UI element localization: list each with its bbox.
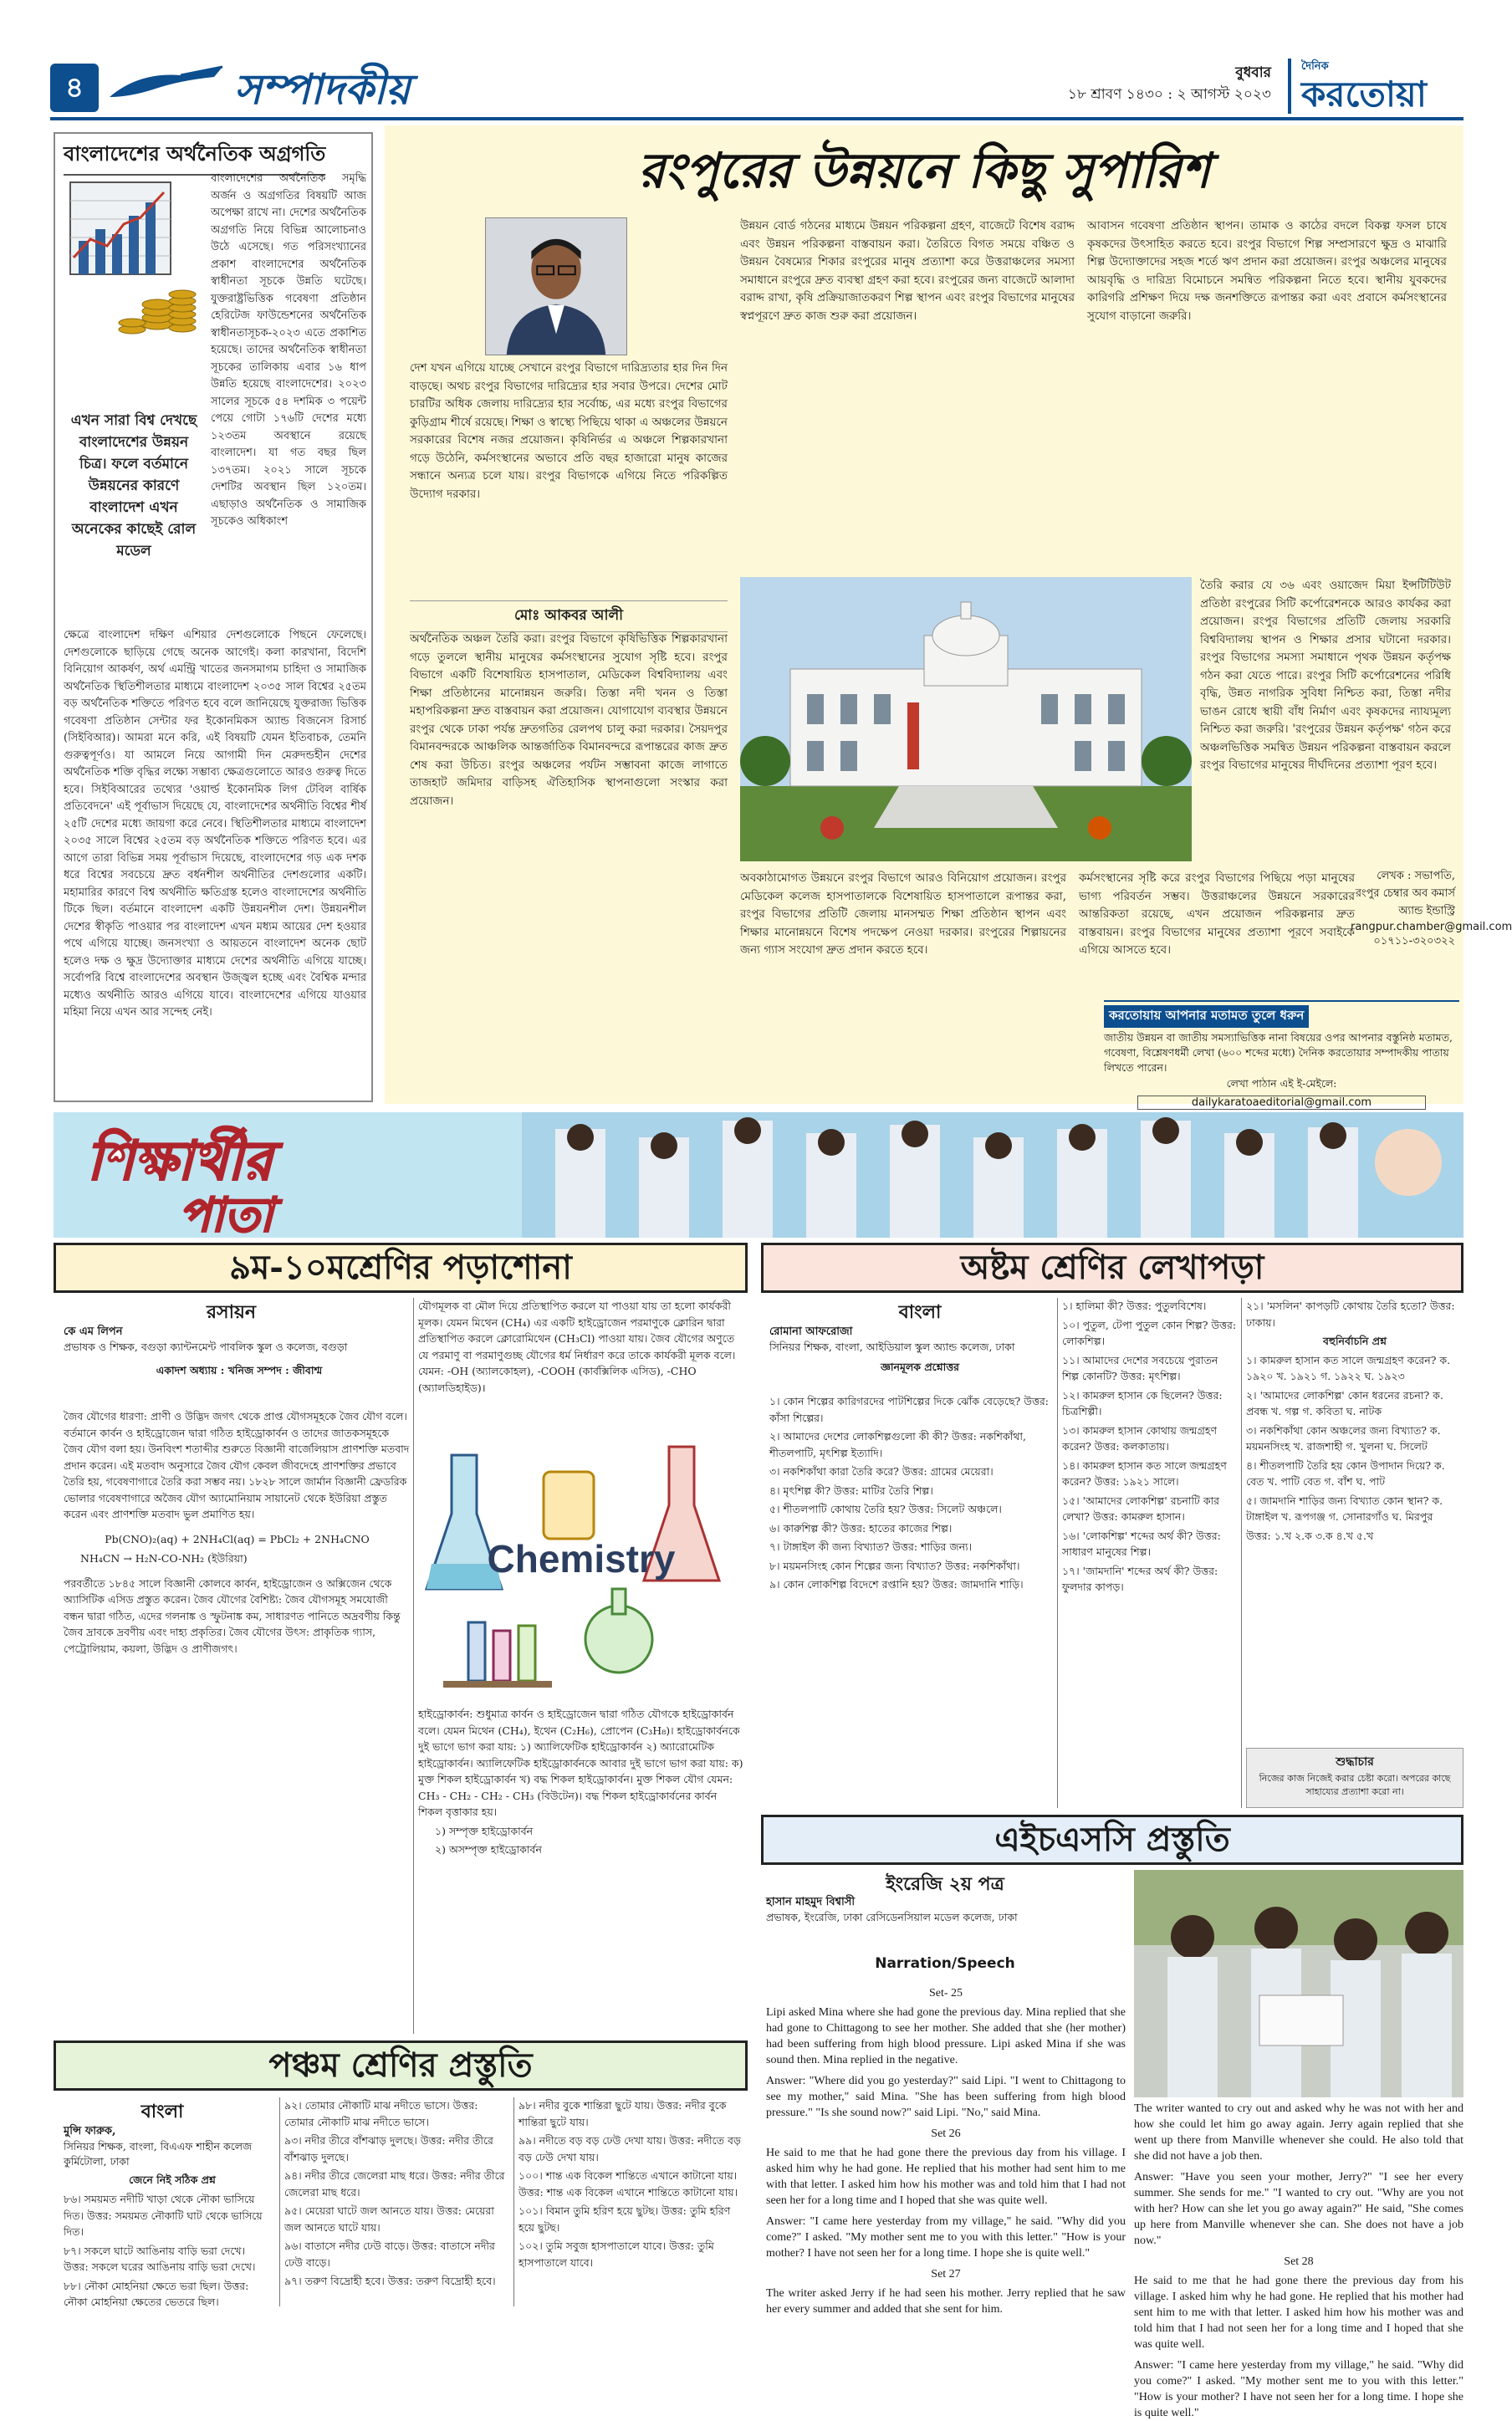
education-banner xyxy=(54,1112,1463,1243)
chemistry-paragraph-1: জৈব যৌগের ধারণা: প্রাণী ও উদ্ভিদ জগৎ থেকে প্রাপ্ত যৌগসমূহকে জৈব যৌগ বলে। বর্তমানে কার্বন ও হাইড্রোজেন দ্বারা গঠিত হাইড্রোকার্বন ও তাদের জাতকসমূহকে জৈব যৌগ বলা হয়। উনবিংশ শতাব্দীর শুরুতে বিজ্ঞানী বার্জেলিয়াস প্রাণশক্তি মতবাদ প্রদান করেন। এই মতবাদ অনুসারে জৈব যৌগ কেবল জীবদেহে প্রাণশক্তির প্রভাবে তৈরি হয়, গবেষণাগারে তৈরি করা সম্ভব নয়। ১৮২৮ সালে জার্মান বিজ্ঞানী ফ্রেডরিক ভোলার গবেষণাগারে অজৈব যৌগ অ্যামোনিয়াম সায়ানেট থেকে ইউরিয়া প্রস্তুত করেন এবং প্রাণশক্তি মতবাদ ভুল প্রমাণিত হয়। xyxy=(64,1410,410,1520)
column-divider xyxy=(513,2097,514,2306)
hsc-author-info: প্রভাষক, ইংরেজি, ঢাকা রেসিডেনসিয়াল মডেল কলেজ, ঢাকা xyxy=(766,1911,1018,1923)
list-item: ২। আমাদের দেশের লোকশিল্পগুলো কী কী? উত্তর: নকশিকাঁথা, শীতলপাটি, মৃৎশিল্প ইত্যাদি। xyxy=(769,1430,1027,1459)
column-divider xyxy=(413,1298,414,2034)
hsc-subject: ইংরেজি ২য় পত্র xyxy=(886,1873,1004,1895)
section-hsc: এইচএসসি প্রস্তুতি xyxy=(761,1815,1463,1865)
tajhat-palace-photo xyxy=(740,577,1192,861)
list-item: ৪। মৃৎশিল্প কী? উত্তর: মাটির তৈরি শিল্প। xyxy=(769,1484,933,1497)
hsc-topic-title: Narration/Speech xyxy=(875,1955,1015,1972)
class-5-author-name: মুন্সি ফারুক, xyxy=(64,2125,116,2138)
main-headline: রংপুরের উন্নয়নে কিছু সুপারিশ xyxy=(638,142,1210,199)
list-item: ৯৮। নদীর বুকে শান্তিরা ছুটে যায়। উত্তর: নদীর বুকে শান্তিরা ছুটে যায়। xyxy=(518,2099,727,2128)
section-title: সম্পাদকীয় xyxy=(234,64,411,114)
list-item: ৮৬। সময়মত নদীটি খাড়া থেকে নৌকা ভাসিয়ে দিত। উত্তর: সময়মত নৌকাটি ঘাট থেকে ভাসিয়ে দিত। xyxy=(64,2193,263,2238)
chemistry-illustration-word: Chemistry xyxy=(487,1537,676,1581)
main-text-col-4: তৈরি করার যে ৩৬ এবং ওয়াজেদ মিয়া ইন্সটিটিউট প্রতিষ্ঠা রংপুরের সিটি কর্পোরেশনকে আরও কার্যকর করা প্রয়োজন। রংপুর বিভাগের প্রতিটি জেলায় সরকারি বিশ্ববিদ্যালয় স্থাপন ও শিক্ষার প্রসার ঘটানো দরকার। রংপুর বিভাগের সমস্যা সমাধানে পৃথক উন্নয়ন কর্তৃপক্ষ গঠন করা যেতে পারে। রংপুর সিটি কর্পোরেশনের পরিধি বৃদ্ধি, উন্নত নাগরিক সুবিধা নিশ্চিত করা, তিস্তা নদীর ভাঙন রোধে স্থায়ী বাঁধ নির্মাণ এবং কৃষকদের ন্যায্যমূল্য নিশ্চিত করা জরুরি। 'রংপুরের উন্নয়ন কর্তৃপক্ষ' গঠন করে অঞ্চলভিত্তিক সমন্বিত উন্নয়ন পরিকল্পনা বাস্তবায়ন করলে রংপুর বিভাগের মানুষের দীর্ঘদিনের প্রত্যাশা পূরণ হবে। xyxy=(1200,579,1451,772)
byline: মোঃ আকবর আলী xyxy=(410,600,728,632)
chemistry-text-col-2b xyxy=(418,1706,744,2032)
students-photo xyxy=(1134,1870,1463,2097)
list-item: ১৭। 'জামদানি' শব্দের অর্থ কী? উত্তর: ফুলদার কাপড়। xyxy=(1062,1564,1218,1593)
hsc-text-col-1 xyxy=(766,1982,1126,2316)
paper-daily-label: দৈনিক xyxy=(1301,60,1329,73)
pen-icon xyxy=(105,64,231,104)
good-conduct-box xyxy=(1246,1748,1463,1808)
chemistry-author-info: প্রভাষক ও শিক্ষক, বগুড়া ক্যান্টনমেন্ট পাবলিক স্কুল ও কলেজ, বগুড়া xyxy=(64,1341,348,1353)
opinion-title: করতোয়ায় আপনার মতামত তুলে ধরুন xyxy=(1104,1005,1309,1028)
list-item: ৯৭। তরুণ বিদ্রোহী হবে। উত্তর: তরুণ বিদ্রোহী হবে। xyxy=(284,2275,496,2287)
chemistry-equation-1: Pb(CNO)₂(aq) + 2NH₄Cl(aq) = PbCl₂ + 2NH₄CNO xyxy=(105,1532,370,1545)
author-email[interactable]: rangpur.chamber@gmail.com xyxy=(1351,921,1512,933)
list-item: ১। হালিমা কী? উত্তর: পুতুলবিশেষ। xyxy=(1062,1300,1207,1312)
opinion-send-label: লেখা পাঠান এই ই-মেইলে: xyxy=(1226,1077,1337,1090)
chemistry-text-col-1 xyxy=(64,1408,411,2035)
list-item: ৯৯। নদীতে বড় বড় ঢেউ দেখা যায়। উত্তর: নদীতে বড় বড় ঢেউ দেখা যায়। xyxy=(518,2134,741,2163)
chemistry-list-1: ১) সম্পৃক্ত হাইড্রোকার্বন xyxy=(435,1824,534,1837)
education-title-line-1: শিক্ষার্থীর xyxy=(87,1130,273,1193)
paragraph: The writer wanted to cry out and asked why he was not with her and how she could let him go away again. Jerry again replied that she went up there from Manville whenever she could. He also told that she did not have a job then. xyxy=(1134,2102,1463,2163)
list-item: ৯২। তোমার নৌকাটি মাঝ নদীতে ভাসে। উত্তর: তোমার নৌকাটি মাঝ নদীতে ভাসে। xyxy=(284,2099,478,2128)
answer: Answer: "Where did you go yesterday?" said Lipi. "I went to Chittagong to see my mother," said Mina. "She has been suffering from high blood pressure." "Is she sound now?" said Lipi. "No," said Mina. xyxy=(766,2075,1126,2119)
issue-date: ১৮ শ্রাবণ ১৪৩০ : ২ আগস্ট ২০২৩ xyxy=(1067,86,1271,103)
editorial-title: বাংলাদেশের অর্থনৈতিক অগ্রগতি xyxy=(64,139,325,176)
opinion-email[interactable]: dailykaratoaeditorial@gmail.com xyxy=(1137,1096,1426,1110)
main-text-col-2: উন্নয়ন বোর্ড গঠনের মাধ্যমে উন্নয়ন পরিকল্পনা গ্রহণ, বাজেটে বিশেষ বরাদ্দ এবং উন্নয়ন পরিকল্পনা বাস্তবায়ন করা। তৈরিতে বিগত সময়ে বঞ্চিত ও উন্নয়ন বৈষম্যের শিকার রংপুরের মানুষ প্রত্যাশা করে উত্তরাঞ্চলের সমস্যা সমাধানে রংপুরে দ্রুত ব্যবস্থা গ্রহণ করা হবে। রংপুরের জন্য বাজেটে আলাদা বরাদ্দ রাখা, কৃষি প্রক্রিয়াজাতকরণ শিল্প স্থাপন এবং রংপুর বিভাগের মানুষের স্বপ্নপূরণে দ্রুত কাজ শুরু করা প্রয়োজন। xyxy=(740,219,1075,323)
chemistry-illustration xyxy=(418,1422,744,1698)
issue-day: বুধবার xyxy=(1235,64,1271,81)
list-item: ৯৪। নদীর তীরে জেলেরা মাছ ধরে। উত্তর: নদীর তীরে জেলেরা মাছ ধরে। xyxy=(284,2169,505,2199)
main-text-col-1: দেশ যখন এগিয়ে যাচ্ছে সেখানে রংপুর বিভাগে দারিদ্র্যতার হার দিন দিন বাড়ছে। অথচ রংপুর বিভাগের দারিদ্র্যের হার সবার উপরে। দেশের মোট চারটির অধিক জেলায় দারিদ্র্যের হার সর্বোচ্চ, এর মধ্যে রংপুর বিভাগের কুড়িগ্রাম শীর্ষে রয়েছে। শিক্ষা ও স্বাস্থ্যে পিছিয়ে থাকা এ অঞ্চলের উন্নয়নে সরকারের বিশেষ নজর প্রয়োজন। কৃষিনির্ভর এ অঞ্চলে শিল্পকারখানা গড়ে উঠেনি, কর্মসংস্থানের অভাবে প্রতি বছর হাজারো মানুষ কাজের সন্ধানে অন্যত্র চলে যায়। রংপুর বিভাগকে এগিয়ে নিতে পরিকল্পিত উদ্যোগ দরকার। xyxy=(410,361,728,501)
chemistry-chapter: একাদশ অধ্যায় : খনিজ সম্পদ : জীবাশ্ম xyxy=(156,1364,323,1376)
column-divider xyxy=(1057,1298,1058,1808)
chemistry-paragraph-2: পরবর্তীতে ১৮৪৫ সালে বিজ্ঞানী কোলবে কার্বন, হাইড্রোজেন ও অক্সিজেন থেকে অ্যাসিটিক এসিড প্রস্তুত করেন। জৈব যৌগের বৈশিষ্ট্য: জৈব যৌগসমূহ সমযোজী বন্ধন দ্বারা গঠিত, এদের গলনাঙ্ক ও স্ফুটনাঙ্ক কম, সাধারণত পানিতে অদ্রবণীয় কিন্তু জৈব দ্রাবকে দ্রবণীয় এবং দাহ্য প্রকৃতির। জৈব যৌগের উৎস: প্রাকৃতিক গ্যাস, পেট্রোলিয়াম, কয়লা, উদ্ভিদ ও প্রাণীজগৎ। xyxy=(64,1576,401,1655)
paragraph: He said to me that he had gone there the previous day from his village. I asked him why he had gone. He replied that his mother had sent him to me with that letter. I asked him how his mother was and told him that I had not seen her for a long time and I hoped that she was quite well. xyxy=(766,2147,1126,2207)
list-item: ১৫। 'আমাদের লোকশিল্প' রচনাটি কার লেখা? উত্তর: কামরুল হাসান। xyxy=(1062,1494,1220,1523)
set-label: Set 28 xyxy=(1284,2255,1314,2268)
main-text-col-3b: কর্মসংস্থানের সৃষ্টি করে রংপুর বিভাগের পিছিয়ে পড়া মানুষের ভাগ্য পরিবর্তন সম্ভব। উত্তরাঞ্চলের উন্নয়নে সরকারের আন্তরিকতা রয়েছে, এখন প্রয়োজন পরিকল্পনার দ্রুত বাস্তবায়ন। রংপুর বিভাগের মানুষের প্রত্যাশা পূরণে সবাইকে এগিয়ে আসতে হবে। xyxy=(1079,871,1355,957)
column-divider xyxy=(279,2097,280,2306)
class-5-questions-col-1 xyxy=(64,2191,273,2308)
answer: Answer: "I came here yesterday from my village," he said. "Why did you come?" I asked. "My mother sent me to you with this letter." "How is your mother? I have not seen her for a long time. I hope she is quite well." xyxy=(766,2215,1126,2260)
section-class-8: অষ্টম শ্রেণির লেখাপড়া xyxy=(761,1243,1463,1293)
mcq-heading: বহুনির্বাচনি প্রশ্ন xyxy=(1323,1335,1387,1347)
list-item: ১৪। কামরুল হাসান কত সালে জন্মগ্রহণ করেন? উত্তর: ১৯২১ সালে। xyxy=(1062,1458,1227,1488)
education-title-line-2: পাতা xyxy=(179,1188,273,1243)
list-item: ১০২। তুমি সবুজ হাসপাতালে যাবে। উত্তর: তুমি হাসপাতালে যাবে। xyxy=(518,2240,714,2269)
chemistry-author-name: কে এম লিপন xyxy=(64,1325,123,1338)
answer: Answer: "I came here yesterday from my village," he said. "Why did you come?" I asked. "My mother sent me to you with this letter." "How is your mother? I have not seen her for a long time. I hope she is quite well." xyxy=(1134,2359,1463,2419)
good-conduct-text: নিজের কাজ নিজেই করার চেষ্টা করো। অপরের কাছে সাহায্যের প্রত্যাশা করো না। xyxy=(1259,1773,1451,1797)
opinion-callout xyxy=(1104,1000,1459,1109)
class-8-author xyxy=(769,1325,1070,1375)
class-5-questions-col-2 xyxy=(284,2097,510,2308)
list-item: ৯৫। মেয়েরা ঘাটে জল আনতে যায়। উত্তর: মেয়েরা জল আনতে ঘাটে যায়। xyxy=(284,2204,494,2234)
paragraph: The writer asked Jerry if he had seen his mother. Jerry replied that he saw her every summer and added that she sent for him. xyxy=(766,2287,1126,2316)
class-5-questions-col-3 xyxy=(518,2097,744,2308)
list-item: ১৬। 'লোকশিল্প' শব্দের অর্থ কী? উত্তর: সাধারণ মানুষের শিল্প। xyxy=(1062,1529,1221,1558)
paragraph: Lipi asked Mina where she had gone the previous day. Mina replied that she had gone to Chittagong to see her mother. She added that she (her mother) had been suffering from high blood pressure. Lipi asked Mina if she was sound then. Mina replied in the negative. xyxy=(766,2006,1126,2066)
author-label: লেখক : সভাপতি, রংপুর চেম্বার অব কমার্স অ্যান্ড ইন্ডাস্ট্রি xyxy=(1355,870,1455,917)
editorial-pull-quote: এখন সারা বিশ্ব দেখছে বাংলাদেশের উন্নয়ন চিত্র। ফলে বর্তমানে উন্নয়নের কারণে বাংলাদেশ এখন অনেকের কাছেই রোল মডেল xyxy=(70,412,197,559)
list-item: ৪। শীতলপাটি তৈরি হয় কোন উপাদান দিয়ে? ক. বেত খ. পাটি বেত গ. বাঁশ ঘ. পাট xyxy=(1246,1458,1445,1488)
author-photo xyxy=(485,217,627,355)
set-label: Set 27 xyxy=(931,2268,961,2281)
list-item: ৬। কারুশিল্প কী? উত্তর: হাতের কাজের শিল্প। xyxy=(769,1521,953,1535)
list-item: ২। 'আমাদের লোকশিল্প' কোন ধরনের রচনা? ক. প্রবন্ধ খ. গল্প গ. কবিতা ঘ. নাটক xyxy=(1246,1388,1443,1417)
chemistry-author xyxy=(64,1325,415,1378)
list-item: ৭। টাঙ্গাইল কী জন্য বিখ্যাত? উত্তর: শাড়ির জন্য। xyxy=(769,1540,973,1553)
list-item: ৮৭। সকলে ঘাটে আঙিনায় বাড়ি ভরা দেখে। উত্তর: সকলে ঘরের আঙিনায় বাড়ি ভরা দেখে। xyxy=(64,2244,256,2273)
chemistry-text-col-2: যৌগমূলক বা মৌল দিয়ে প্রতিস্থাপিত করলে যা পাওয়া যায় তা হলো কার্যকরী মূলক। যেমন মিথেন (CH₄) এর একটি হাইড্রোজেন পরমাণুকে ক্লোরিন দ্বারা প্রতিস্থাপিত করলে ক্লোরোমিথেন (CH₃Cl) পাওয়া যায়। জৈব যৌগের অণুতে যে পরমাণু বা পরমাণুগুচ্ছ যৌগের ধর্ম নির্ধারণ করে তাকে কার্যকরী মূলক বলে। যেমন: -OH (অ্যালকোহল), -COOH (কার্বক্সিলিক এসিড), -CHO (অ্যালডিহাইড)। xyxy=(418,1300,736,1394)
chemistry-list-2: ২) অসম্পৃক্ত হাইড্রোকার্বন xyxy=(435,1843,542,1856)
editorial-text-a: বাংলাদেশের অর্থনৈতিক সমৃদ্ধি অর্জন ও অগ্রগতির বিষয়টি আজ অপেক্ষা রাখে না। দেশের অর্থনৈতিক অগ্রগতি নিয়ে বিভিন্ন আলোচনাও উঠে এসেছে। গত পরিসংখ্যানের প্রকাশ বাংলাদেশের অর্থনৈতিক স্বাধীনতা সূচকে উন্নতি ঘটেছে। যুক্তরাষ্ট্রভিত্তিক গবেষণা প্রতিষ্ঠান হেরিটেজ ফাউন্ডেশনের অর্থনৈতিক স্বাধীনতাসূচক-২০২৩ এতে প্রকাশিত হয়েছে। তাদের অর্থনৈতিক স্বাধীনতা সূচকের তালিকায় এবার ১৬ ধাপ উন্নতি হয়েছে বাংলাদেশের। ২০২৩ সালের সূচকে ৫৪ দশমিক ৩ পয়েন্ট পেয়ে গোটা ১৭৬টি দেশের মধ্যে ১২৩তম অবস্থানে রয়েছে বাংলাদেশ। যা গত বছর ছিল ১৩৭তম। ২০২১ সালে সূচকে দেশটির অবস্থান ছিল ১২০তম। এছাড়াও অর্থনৈতিক ও সামাজিক সূচকেও অধিকাংশ xyxy=(211,172,366,528)
class-8-questions-col-2 xyxy=(1062,1298,1238,1808)
class-5-question-head: জেনে নিই সঠিক প্রশ্ন xyxy=(129,2173,216,2186)
growth-chart-illustration xyxy=(65,174,199,341)
list-item: ১০১। বিমান তুমি হরিণ হয়ে ছুটছ। উত্তর: তুমি হরিণ হয়ে ছুটছ। xyxy=(518,2204,731,2234)
list-item: ১০। পুতুল, টেপা পুতুল কোন শিল্প? উত্তর: লোকশিল্প। xyxy=(1062,1318,1237,1347)
main-text-col-2b: অবকাঠামোগত উন্নয়নে রংপুর বিভাগে আরও বিনিয়োগ প্রয়োজন। রংপুর মেডিকেল কলেজ হাসপাতালকে বিশেষায়িত হাসপাতালে রূপান্তর করা, রংপুর বিভাগের প্রতিটি জেলায় মানসম্মত শিক্ষা প্রতিষ্ঠান স্থাপন এবং শিক্ষার মানোন্নয়নে বিশেষ পদক্ষেপ নেওয়া দরকার। রংপুরের শিল্পায়নের জন্য গ্যাস সংযোগ দ্রুত প্রদান করতে হবে। xyxy=(740,871,1066,957)
page-number: ৪ xyxy=(50,64,99,112)
list-item: ১১। আমাদের দেশের সবচেয়ে পুরাতন শিল্প কোনটি? উত্তর: মৃৎশিল্প। xyxy=(1062,1353,1218,1382)
paper-name: করতোয়া xyxy=(1301,74,1427,115)
answer: Answer: "Have you seen your mother, Jerry?" "I see her every summer. She sends for me." "I wanted to cry out. "Why are you not with her? How can she let you go away again?" He said, "She comes up here from Manville whenever she can. She does not have a job now." xyxy=(1134,2171,1463,2247)
author-note xyxy=(1351,868,1512,951)
masthead xyxy=(50,59,1463,120)
mcq-answers: উত্তর: ১.খ ২.ক ৩.ক ৪.খ ৫.খ xyxy=(1246,1529,1374,1542)
section-class-9-10: ৯ম-১০মশ্রেণির পড়াশোনা xyxy=(54,1243,748,1293)
main-article xyxy=(385,125,1512,1104)
editorial-text-b: ক্ষেত্রে বাংলাদেশ দক্ষিণ এশিয়ার দেশগুলোকে পিছনে ফেলেছে। দেশগুলোকে ছাড়িয়ে গেছে অনেক আগেই। কলা কারখানা, বিদেশি বিনিয়োগ আকর্ষণ, অর্থ এমন্ট্রি খাতের জনসমাগম চাহিদা ও সামাজিক অর্থনৈতিক স্থিতিশীলতার মাধ্যমে বাংলাদেশ ২০৩৫ সাল বিশ্বের ২৫তম বড় অর্থনৈতিক শক্তিতে পরিণত হবে বলে জানিয়েছে যুক্তরাজ্য ভিত্তিক গবেষণা প্রতিষ্ঠান সেন্টার ফর ইকোনমিকস অ্যান্ড বিজনেস রিসার্চ (সিইবিআর)। আমরা মনে করি, এই বিষয়টি যেমন ইতিবাচক, তেমনি গুরুত্বপূর্ণও। যা আমলে নিয়ে আগামী দিন মেরুদন্ডহীন দেশের অর্থনৈতিক শক্তি বৃদ্ধির লক্ষ্যে সম্ভাব্য ক্ষেত্রগুলোতে আরও গুরুত্ব দিতে হবে। সিইবিআরের তথ্যের 'ওয়ার্ল্ড ইকোনমিক লিগ টেবিল বার্ষিক প্রতিবেদনে' এই পূর্বাভাস দিয়েছে যে, বাংলাদেশের অর্থনীতি বিশ্বের শীর্ষ ২৫টি দেশের মধ্যে জায়গা করে নেবে। স্থিতিশীলতার মাধ্যমে বাংলাদেশ ২০৩৫ সালে বিশ্বের ২৫তম বড় অর্থনৈতিক শক্তিতে পরিণত হবে। এর আগে তারা বিভিন্ন সময় পূর্বাভাস দিয়েছে, বাংলাদেশের গড় এক দশক ধরে বিশ্বের সবচেয়ে দ্রুত বর্ধনশীল অর্থনীতির দেশগুলোর একটি। মহামারির কারণে বিশ্ব অর্থনীতি ক্ষতিগ্রস্ত হলেও বাংলাদেশের অর্থনীতি টিকে ছিল। বর্তমানে বাংলাদেশ একটি উন্নয়নশীল দেশ। উন্নয়নশীল দেশের স্বীকৃতি পাওয়ার পর বাংলাদেশ এখন মধ্যম আয়ের দেশ হওয়ার পথে এগিয়ে যাচ্ছে। জনসংখ্যা ও আয়তনে বাংলাদেশ অনেক ছোট হলেও দক্ষ ও ক্ষুদ্র উদ্যোক্তার মাধ্যমে দেশের অর্থনীতি এগিয়ে যাচ্ছে। সর্বোপরি বিশ্বে বাংলাদেশের অবস্থান উজ্জ্বল হচ্ছে এবং বৈশ্বিক মন্দার মধ্যেও অর্থনীতি আরও এগিয়ে যাবে। বাংলাদেশের এগিয়ে যাওয়ার মহিমা নিয়ে এখন আর সন্দেহ নেই। xyxy=(64,629,366,1019)
list-item: ১০০। শান্ত এক বিকেল শান্তিতে এখানে কাটানো যায়। উত্তর: শান্ত এক বিকেল এখানে শান্তিতে কাটানো যায়। xyxy=(518,2169,738,2199)
list-item: ৮। ময়মনসিংহ কোন শিল্পের জন্য বিখ্যাত? উত্তর: নকশিকাঁথা। xyxy=(769,1559,1020,1572)
chemistry-subject: রসায়ন xyxy=(206,1301,257,1323)
hsc-author-name: হাসান মাহমুদ বিশ্বাসী xyxy=(766,1896,856,1908)
class-8-question-head: জ্ঞানমূলক প্রশ্নোত্তর xyxy=(880,1361,960,1373)
chemistry-hydrocarbon-text: হাইড্রোকার্বন: শুধুমাত্র কার্বন ও হাইড্রোজেন দ্বারা গঠিত যৌগকে হাইড্রোকার্বন বলে। যেমন মিথেন (CH₄), ইথেন (C₂H₆), প্রোপেন (C₃H₈)। হাইড্রোকার্বনকে দুই ভাগে ভাগ করা যায়: ১) অ্যালিফেটিক হাইড্রোকার্বন ২) অ্যারোমেটিক হাইড্রোকার্বন। অ্যালিফেটিক হাইড্রোকার্বনকে আবার দুই ভাগে ভাগ করা যায়: ক) মুক্ত শিকল হাইড্রোকার্বন খ) বদ্ধ শিকল হাইড্রোকার্বন। মুক্ত শিকল যৌগ যেমন: CH₃ - CH₂ - CH₂ - CH₃ (বিউটেন)। বদ্ধ শিকল হাইড্রোকার্বনের কার্বন শিকল বৃত্তাকার হয়। xyxy=(418,1708,743,1818)
list-item: ৫। শীতলপাটি কোথায় তৈরি হয়? উত্তর: সিলেট অঞ্চলে। xyxy=(769,1503,1002,1515)
list-item: ৩। নকশিকাঁথা কারা তৈরি করে? উত্তর: গ্রামের মেয়েরা। xyxy=(769,1465,994,1478)
list-item: ৯। কোন লোকশিল্প বিদেশে রপ্তানি হয়? উত্তর: জামদানি শাড়ি। xyxy=(769,1578,1024,1591)
main-text-col-3: আবাসন গবেষণা প্রতিষ্ঠান স্থাপন। তামাক ও কাঠের বদলে বিকল্প ফসল চাষে কৃষকদের উৎসাহিত করতে হবে। রংপুর বিভাগে শিল্প সম্প্রসারণে ক্ষুদ্র ও মাঝারি শিল্প উদ্যোক্তাদের সহজ শর্তে ঋণ প্রদান করা প্রয়োজন। রংপুর অঞ্চলের মানুষের আয়বৃদ্ধি ও দারিদ্র্য বিমোচনে সমন্বিত পরিকল্পনা নিতে হবে। স্থানীয় যুবকদের কারিগরি প্রশিক্ষণ দিয়ে দক্ষ জনশক্তিতে রূপান্তর করা এবং প্রবাসে কর্মসংস্থানের সুযোগ বাড়ানো জরুরি। xyxy=(1087,219,1447,323)
list-item: ৫। জামদানি শাড়ির জন্য বিখ্যাত কোন স্থান? ক. টাঙ্গাইল খ. রূপগঞ্জ গ. সোনারগাঁও ঘ. মিরপুর xyxy=(1246,1494,1443,1523)
list-item: ৯৩। নদীর তীরে বাঁশঝাড় দুলছে। উত্তর: নদীর তীরে বাঁশঝাড় দুলছে। xyxy=(284,2134,493,2163)
list-item: ১৩। কামরুল হাসান কোথায় জন্মগ্রহণ করেন? উত্তর: কলকাতায়। xyxy=(1062,1423,1218,1453)
class-8-questions-col-3 xyxy=(1246,1298,1463,1733)
hsc-author xyxy=(766,1895,1084,1925)
main-text-col-1b: অর্থনৈতিক অঞ্চল তৈরি করা। রংপুর বিভাগে কৃষিভিত্তিক শিল্পকারখানা গড়ে তুললে স্থানীয় মানুষের কর্মসংস্থানের সুযোগ সৃষ্টি হবে। রংপুর বিভাগে একটি বিশেষায়িত হাসপাতাল, মেডিকেল বিশ্ববিদ্যালয় এবং শিক্ষা প্রতিষ্ঠানের মানোন্নয়ন জরুরি। তিস্তা নদী খনন ও তিস্তা মহাপরিকল্পনা দ্রুত বাস্তবায়ন করা প্রয়োজন। যোগাযোগ ব্যবস্থার উন্নয়নে রংপুর থেকে ঢাকা পর্যন্ত দ্রুতগতির রেলপথ চালু করা দরকার। সৈয়দপুর বিমানবন্দরকে আঞ্চলিক আন্তর্জাতিক বিমানবন্দরে রূপান্তরের কাজ দ্রুত শেষ করা উচিত। রংপুর অঞ্চলের পর্যটন সম্ভাবনা কাজে লাগাতে তাজহাট জমিদার বাড়িসহ ঐতিহাসিক স্থাপনাগুলো সংস্কার করা প্রয়োজন। xyxy=(410,632,728,808)
class-5-author-info: সিনিয়র শিক্ষক, বাংলা, বিএএফ শাহীন কলেজ কুর্মিটোলা, ঢাকা xyxy=(64,2140,253,2168)
list-item: ১। কামরুল হাসান কত সালে জন্মগ্রহণ করেন? ক. ১৯২০ খ. ১৯২১ গ. ১৯২২ ঘ. ১৯২৩ xyxy=(1246,1353,1451,1382)
section-class-5: পঞ্চম শ্রেণির প্রস্তুতি xyxy=(54,2040,748,2091)
list-item: ১২। কামরুল হাসান কে ছিলেন? উত্তর: চিত্রশিল্পী। xyxy=(1062,1388,1223,1417)
class-5-author xyxy=(64,2124,281,2188)
class-8-questions-col-1 xyxy=(769,1393,1054,1811)
column-divider xyxy=(1241,1298,1242,1808)
chemistry-equation-2: NH₄CN → H₂N-CO-NH₂ (ইউরিয়া) xyxy=(80,1552,248,1565)
class-8-author-name: রোমানা আফরোজা xyxy=(769,1325,853,1338)
class-8-subject: বাংলা xyxy=(898,1301,942,1323)
list-item: ৯৬। বাতাসে নদীর ঢেউ বাড়ে। উত্তর: বাতাসে নদীর ঢেউ বাড়ে। xyxy=(284,2240,495,2269)
paper-nameplate xyxy=(1288,59,1463,114)
list-item: ৮৮। নৌকা মোহনিয়া ক্ষেতে ভরা ছিল। উত্তর: নৌকা মোহনিয়া ক্ষেতের ভেতরে ছিল। xyxy=(64,2279,249,2308)
good-conduct-title: শুদ্ধাচার xyxy=(1336,1755,1374,1769)
set-label: Set 26 xyxy=(931,2127,961,2140)
list-item: ৩। নকশিকাঁথা কোন অঞ্চলের জন্য বিখ্যাত? ক. ময়মনসিংহ খ. রাজশাহী গ. খুলনা ঘ. সিলেট xyxy=(1246,1423,1441,1453)
class-8-author-info: সিনিয়র শিক্ষক, বাংলা, আইডিয়াল স্কুল অ্যান্ড কলেজ, ঢাকা xyxy=(769,1341,1015,1353)
editorial-box xyxy=(54,132,373,1102)
set-label: Set- 25 xyxy=(928,1987,963,2000)
paragraph: He said to me that he had gone there the previous day from his village. I asked him why he had gone. He replied that his mother had sent him to me with that letter. I asked him how his mother was and told him that I had not seen her for a long time and I hoped that she was quite well. xyxy=(1134,2275,1463,2351)
class-5-subject: বাংলা xyxy=(140,2101,184,2122)
author-phone: ০১৭১১-৩২০৩২২ xyxy=(1373,935,1455,947)
opinion-text: জাতীয় উন্নয়ন বা জাতীয় সমস্যাভিত্তিক নানা বিষয়ের ওপর আপনার বস্তুনিষ্ঠ মতামত, গবেষণা, বিশ্লেষণধর্মী লেখা (৬০০ শব্দের মধ্যে) দৈনিক করতোয়ার সম্পাদকীয় পাতায় লিখতে পারেন। xyxy=(1104,1031,1453,1074)
hsc-text-col-2 xyxy=(1134,2101,1463,2419)
list-item: ২১। 'মসলিন' কাপড়টি কোথায় তৈরি হতো? উত্তর: ঢাকায়। xyxy=(1246,1300,1455,1329)
chemistry-lab-icon xyxy=(418,1422,744,1698)
list-item: ১। কোন শিল্পের কারিগরদের পাটশিল্পের দিকে ঝোঁক বেড়েছে? উত্তর: কাঁসা শিল্পের। xyxy=(769,1395,1049,1424)
